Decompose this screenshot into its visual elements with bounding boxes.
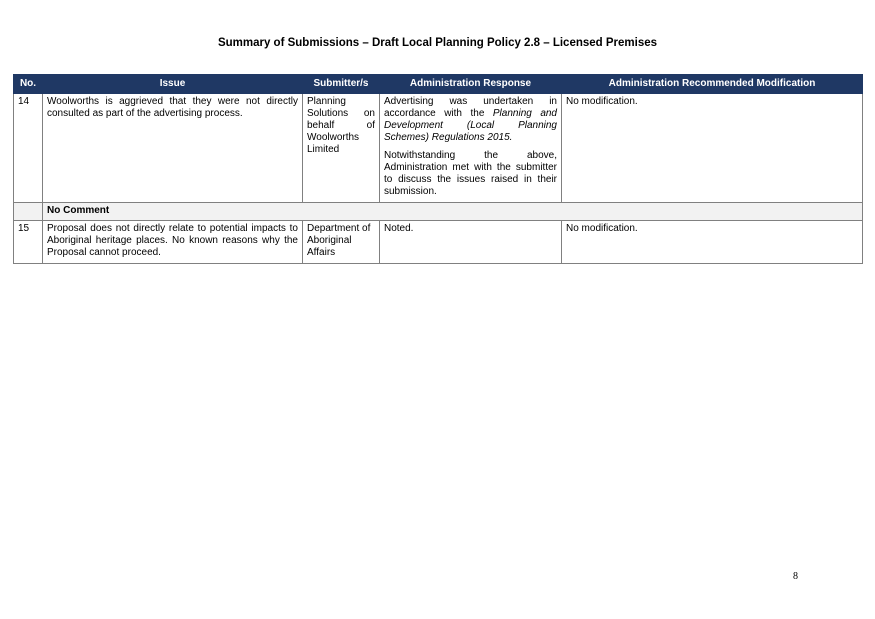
response-paragraph	[384, 96, 557, 144]
response-cell	[380, 94, 562, 203]
table-header-row	[14, 75, 863, 94]
header-admin-response: Administration Response	[380, 75, 562, 94]
submitter-cell: Department of Aboriginal Affairs	[303, 221, 380, 264]
table-row	[14, 221, 863, 264]
header-issue: Issue	[43, 75, 303, 94]
response-text: Advertising was undertaken in accordance with the	[384, 96, 557, 119]
row-number: 14	[14, 94, 43, 203]
regulation-reference: Planning and Development (Local Planning Schemes) Regulations 2015.	[384, 108, 557, 143]
header-recommended-modification: Administration Recommended Modification	[562, 75, 863, 94]
response-text-2: Notwithstanding the above, Administration met with the submitter to discuss the issues raised in their submission.	[384, 150, 557, 197]
modification-cell: No modification.	[562, 94, 863, 203]
header-submitter: Submitter/s	[303, 75, 380, 94]
response-cell: Noted.	[380, 221, 562, 264]
section-spacer	[14, 203, 43, 221]
document-title: Summary of Submissions – Draft Local Planning Policy 2.8 – Licensed Premises	[217, 37, 658, 49]
response-paragraph-2	[384, 150, 557, 198]
header-no: No.	[14, 75, 43, 94]
modification-cell: No modification.	[562, 221, 863, 264]
issue-cell: Proposal does not directly relate to potential impacts to Aboriginal heritage places. No known reasons why the Proposal cannot proceed.	[43, 221, 303, 264]
page-number: 8	[793, 571, 798, 582]
section-row	[14, 203, 863, 221]
issue-cell: Woolworths is aggrieved that they were not directly consulted as part of the advertising process.	[43, 94, 303, 203]
section-label: No Comment	[43, 203, 863, 221]
submitter-cell: Planning Solutions on behalf of Woolworths Limited	[303, 94, 380, 203]
row-number: 15	[14, 221, 43, 264]
table-row	[14, 94, 863, 203]
submissions-table	[13, 74, 863, 264]
